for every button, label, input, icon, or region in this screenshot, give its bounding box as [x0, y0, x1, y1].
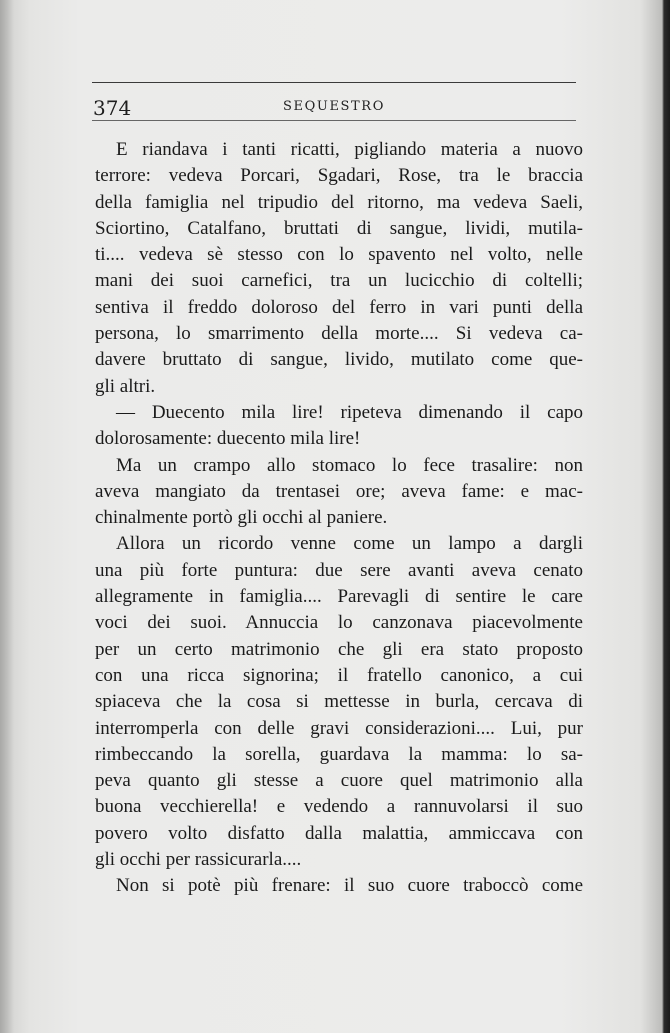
text-line: buona vecchierella! e vedendo a rannuvolarsi il suo [95, 796, 583, 818]
text-line: gli occhi per rassicurarla.... [95, 849, 302, 871]
text-line: peva quanto gli stesse a cuore quel matrimonio alla [95, 770, 583, 792]
text-line: una più forte puntura: due sere avanti aveva cenato [95, 559, 583, 581]
text-line: davere bruttato di sangue, livido, mutilato come que- [95, 349, 583, 371]
text-line: Allora un ricordo venne come un lampo a dargli [116, 533, 583, 555]
text-line: spiaceva che la cosa si mettesse in burla, cercava di [95, 691, 583, 713]
text-line: allegramente in famiglia.... Parevagli di sentire le care [95, 586, 583, 608]
page-number: 374 [93, 96, 132, 120]
text-line: terrore: vedeva Porcari, Sgadari, Rose, tra le braccia [95, 165, 583, 187]
text-line: persona, lo smarrimento della morte.... Si vedeva ca- [95, 323, 583, 345]
text-line: rimbeccando la sorella, guardava la mamma: lo sa- [95, 743, 583, 765]
text-line: Ma un crampo allo stomaco lo fece trasalire: non [116, 454, 583, 476]
text-line: della famiglia nel tripudio del ritorno, ma vedeva Saeli, [95, 191, 583, 213]
text-line: mani dei suoi carnefici, tra un lucicchio di coltelli; [95, 270, 583, 292]
text-line: aveva mangiato da trentasei ore; aveva fame: e mac- [95, 480, 583, 502]
header-bottom-rule [92, 120, 576, 121]
text-line: con una ricca signorina; il fratello canonico, a cui [95, 664, 583, 686]
text-line: chinalmente portò gli occhi al paniere. [95, 507, 388, 529]
text-line: interromperla con delle gravi considerazioni.... Lui, pur [95, 717, 583, 739]
text-line: povero volto disfatto dalla malattia, ammiccava con [95, 822, 583, 844]
text-line: E riandava i tanti ricatti, pigliando materia a nuovo [116, 139, 583, 160]
text-line: Non si potè più frenare: il suo cuore traboccò come [116, 875, 583, 897]
body-text [95, 137, 583, 900]
page-gutter-shadow [0, 0, 14, 1033]
text-line: per un certo matrimonio che gli era stato proposto [95, 638, 583, 660]
text-line: Sciortino, Catalfano, bruttati di sangue, lividi, mutila- [95, 217, 583, 239]
page-header [92, 82, 576, 122]
text-line: sentiva il freddo doloroso del ferro in vari punti della [95, 296, 583, 318]
text-line: gli altri. [95, 375, 156, 397]
text-line: dolorosamente: duecento mila lire! [95, 428, 361, 450]
text-line: ti.... vedeva sè stesso con lo spavento nel volto, nelle [95, 244, 583, 266]
text-line: voci dei suoi. Annuccia lo canzonava piacevolmente [95, 612, 583, 634]
text-line: — Duecento mila lire! ripeteva dimenando il capo [116, 401, 583, 423]
header-top-rule [92, 82, 576, 83]
running-title: SEQUESTRO [283, 99, 385, 114]
